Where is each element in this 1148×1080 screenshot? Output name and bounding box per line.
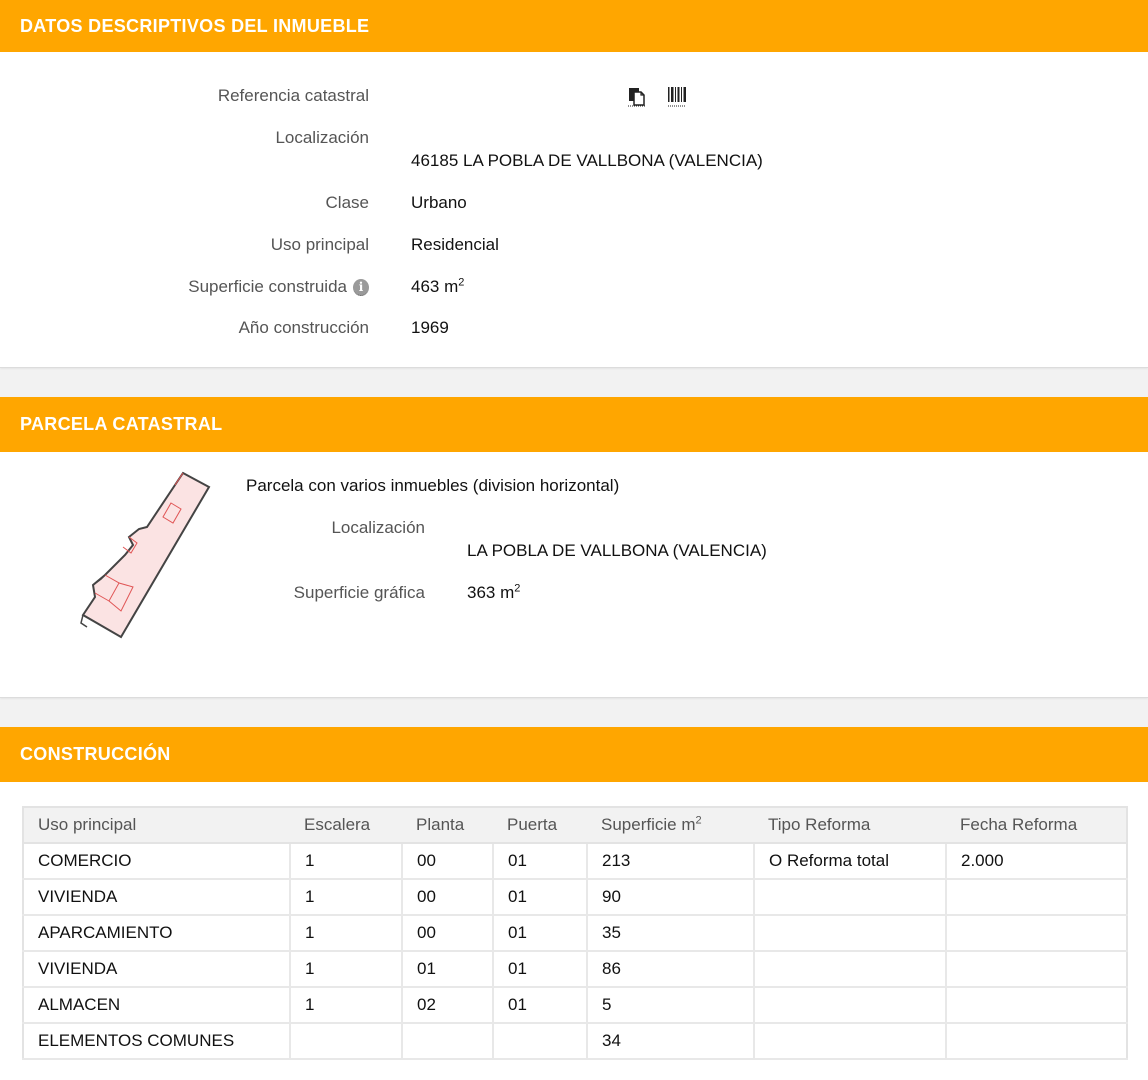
cell-escalera: 1: [290, 951, 402, 987]
parcela-loc-label: Localización: [331, 518, 425, 537]
cell-escalera: 1: [290, 879, 402, 915]
cell-planta: 00: [402, 915, 493, 951]
col-superficie-label: Superficie m: [601, 815, 696, 834]
anio-value: 1969: [411, 318, 449, 337]
superficie-number: 463 m: [411, 277, 459, 296]
info-icon[interactable]: i: [353, 279, 369, 296]
clase-value: Urbano: [411, 193, 467, 212]
cell-planta: 02: [402, 987, 493, 1023]
parcela-loc-value: LA POBLA DE VALLBONA (VALENCIA): [467, 541, 767, 560]
localizacion-label: Localización: [275, 128, 369, 147]
datos-header: DATOS DESCRIPTIVOS DEL INMUEBLE: [0, 0, 1148, 52]
cell-superficie: 213: [587, 843, 754, 879]
cell-fecha-reforma: [946, 915, 1127, 951]
construccion-header: CONSTRUCCIÓN: [0, 727, 1148, 782]
superficie-label: Superficie construida: [188, 277, 347, 296]
table-header-row: [23, 807, 1127, 843]
cell-tipo-reforma: [754, 1023, 946, 1059]
col-fecha-reforma: Fecha Reforma: [946, 807, 1127, 843]
cell-tipo-reforma: [754, 987, 946, 1023]
cell-fecha-reforma: 2.000: [946, 843, 1127, 879]
cell-escalera: 1: [290, 915, 402, 951]
cell-superficie: 5: [587, 987, 754, 1023]
uso-value: Residencial: [411, 235, 499, 254]
cell-tipo-reforma: O Reforma total: [754, 843, 946, 879]
cell-escalera: 1: [290, 987, 402, 1023]
construccion-table: [22, 806, 1128, 1060]
cell-puerta: 01: [493, 915, 587, 951]
cell-puerta: 01: [493, 951, 587, 987]
datos-panel: [0, 0, 1148, 368]
table-row: [23, 951, 1127, 987]
parcela-sup-exp: 2: [514, 582, 521, 595]
uso-label: Uso principal: [270, 235, 369, 254]
table-row: [23, 987, 1127, 1023]
parcela-sup-number: 363 m: [467, 583, 515, 602]
parcela-description: Parcela con varios inmuebles (division horizontal): [246, 476, 620, 495]
cell-fecha-reforma: [946, 1023, 1127, 1059]
cell-uso: VIVIENDA: [23, 879, 290, 915]
parcela-panel: [0, 397, 1148, 698]
cell-fecha-reforma: [946, 951, 1127, 987]
parcela-sup-label: Superficie gráfica: [293, 583, 425, 602]
cell-uso: VIVIENDA: [23, 951, 290, 987]
localizacion-value: 46185 LA POBLA DE VALLBONA (VALENCIA): [411, 151, 763, 170]
col-escalera: Escalera: [290, 807, 402, 843]
col-superficie-exp: 2: [695, 814, 702, 827]
ref-label: Referencia catastral: [217, 86, 369, 105]
cell-uso: ELEMENTOS COMUNES: [23, 1023, 290, 1059]
superficie-value: [411, 277, 464, 297]
superficie-exp: 2: [458, 276, 465, 289]
copy-document-icon[interactable]: [626, 85, 648, 107]
cell-superficie: 90: [587, 879, 754, 915]
clase-label: Clase: [325, 193, 369, 212]
cell-planta: 01: [402, 951, 493, 987]
col-planta: Planta: [402, 807, 493, 843]
table-row: [23, 1023, 1127, 1059]
cell-tipo-reforma: [754, 915, 946, 951]
table-row: [23, 843, 1127, 879]
barcode-icon[interactable]: [666, 85, 688, 107]
col-tipo-reforma: Tipo Reforma: [754, 807, 946, 843]
cell-tipo-reforma: [754, 879, 946, 915]
anio-label: Año construcción: [238, 318, 369, 337]
col-uso: Uso principal: [23, 807, 290, 843]
superficie-label-row: [188, 277, 369, 297]
cell-puerta: 01: [493, 987, 587, 1023]
cell-uso: ALMACEN: [23, 987, 290, 1023]
cell-planta: [402, 1023, 493, 1059]
cell-superficie: 34: [587, 1023, 754, 1059]
cell-superficie: 35: [587, 915, 754, 951]
cell-planta: 00: [402, 879, 493, 915]
col-superficie: [587, 807, 754, 843]
cell-fecha-reforma: [946, 879, 1127, 915]
table-row: [23, 915, 1127, 951]
cell-uso: APARCAMIENTO: [23, 915, 290, 951]
table-row: [23, 879, 1127, 915]
col-puerta: Puerta: [493, 807, 587, 843]
cell-uso: COMERCIO: [23, 843, 290, 879]
parcela-sup-value: [467, 583, 520, 603]
parcela-header: PARCELA CATASTRAL: [0, 397, 1148, 452]
cell-escalera: [290, 1023, 402, 1059]
cell-superficie: 86: [587, 951, 754, 987]
cell-planta: 00: [402, 843, 493, 879]
cell-tipo-reforma: [754, 951, 946, 987]
cell-puerta: 01: [493, 879, 587, 915]
cell-puerta: [493, 1023, 587, 1059]
cell-escalera: 1: [290, 843, 402, 879]
parcel-map[interactable]: [75, 467, 215, 642]
cell-fecha-reforma: [946, 987, 1127, 1023]
cell-puerta: 01: [493, 843, 587, 879]
